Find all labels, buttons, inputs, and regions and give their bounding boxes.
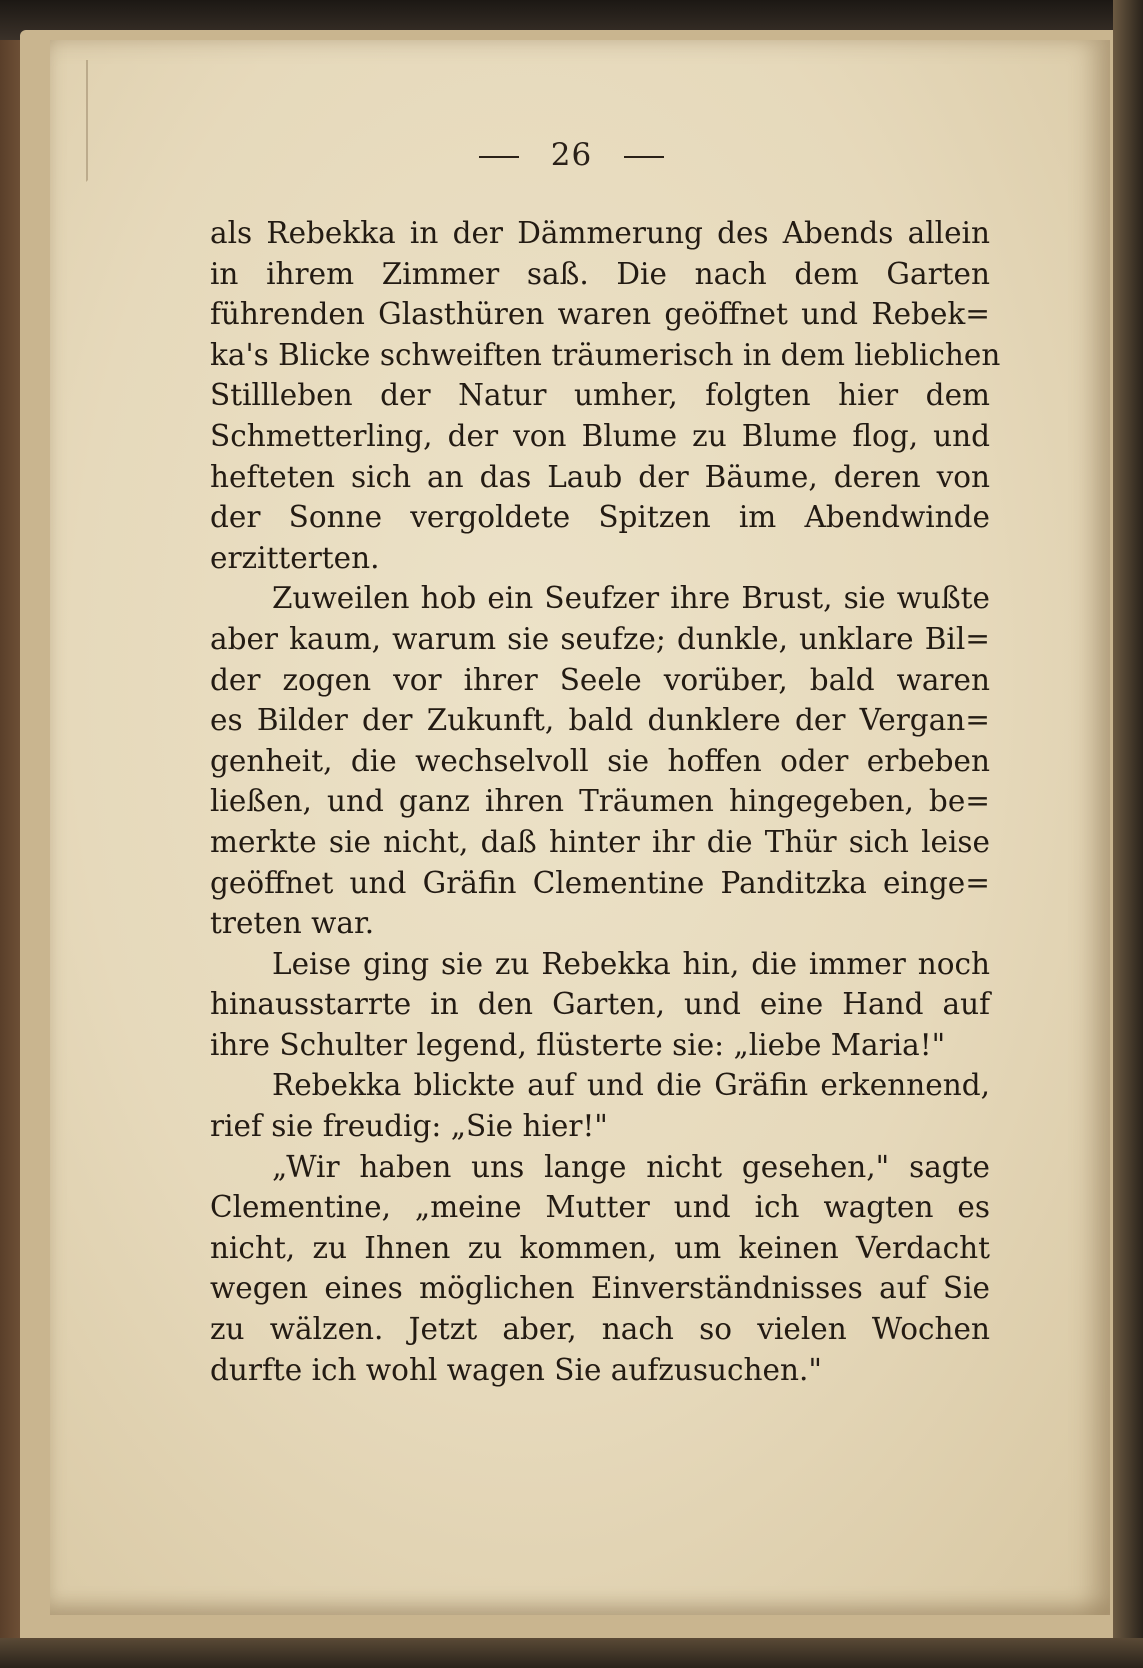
text-line: führenden Glasthüren waren geöffnet und Rebek= bbox=[210, 297, 990, 332]
text-line: nicht, zu Ihnen zu kommen, um keinen Verdacht bbox=[210, 1230, 990, 1265]
page-number-value: 26 bbox=[550, 137, 593, 173]
text-line: merkte sie nicht, daß hinter ihr die Thür sich leise bbox=[210, 824, 990, 859]
page-number-dash-left bbox=[479, 156, 519, 158]
text-line: Zuweilen hob ein Seufzer ihre Brust, sie wußte bbox=[272, 581, 990, 616]
text-line: ließen, und ganz ihren Träumen hingegeben, be= bbox=[210, 784, 990, 819]
paragraph bbox=[210, 1147, 990, 1391]
text-line: erzitterten. bbox=[210, 540, 380, 575]
page-number-dash-right bbox=[624, 156, 664, 158]
text-line: ihre Schulter legend, flüsterte sie: „liebe Maria!" bbox=[210, 1027, 946, 1062]
text-line: hefteten sich an das Laub der Bäume, deren von bbox=[210, 459, 990, 494]
book-right-edge bbox=[1113, 0, 1143, 1668]
text-line: hinausstarrte in den Garten, und eine Hand auf bbox=[210, 987, 990, 1022]
paragraph bbox=[210, 1065, 990, 1146]
text-line: genheit, die wechselvoll sie hoffen oder erbeben bbox=[210, 743, 990, 778]
text-line: aber kaum, warum sie seufze; dunkle, unklare Bil= bbox=[210, 621, 990, 656]
text-line: rief sie freudig: „Sie hier!" bbox=[210, 1109, 608, 1144]
text-line: Rebekka blickte auf und die Gräfin erkennend, bbox=[272, 1068, 990, 1103]
paragraph bbox=[210, 944, 990, 1066]
book-bottom-edge bbox=[0, 1638, 1143, 1668]
text-line: Schmetterling, der von Blume zu Blume flog, und bbox=[210, 418, 990, 453]
paragraph bbox=[210, 213, 1001, 578]
text-line: geöffnet und Gräfin Clementine Panditzka einge= bbox=[210, 865, 990, 900]
text-line: Stillleben der Natur umher, folgten hier dem bbox=[210, 378, 990, 413]
text-line: als Rebekka in der Dämmerung des Abends allein bbox=[210, 216, 990, 250]
text-line: wegen eines möglichen Einverständnisses auf Sie bbox=[210, 1271, 990, 1306]
text-line: durfte ich wohl wagen Sie aufzusuchen." bbox=[210, 1352, 822, 1387]
text-line: „Wir haben uns lange nicht gesehen," sagte bbox=[272, 1149, 990, 1184]
text-line: der Sonne vergoldete Spitzen im Abendwinde bbox=[210, 500, 990, 535]
body-text bbox=[210, 213, 1001, 1390]
text-line: ka's Blicke schweiften träumerisch in dem lieblichen bbox=[210, 337, 1001, 372]
text-line: in ihrem Zimmer saß. Die nach dem Garten bbox=[210, 256, 990, 291]
text-line: Leise ging sie zu Rebekka hin, die immer noch bbox=[272, 946, 990, 981]
text-line: zu wälzen. Jetzt aber, nach so vielen Wochen bbox=[210, 1312, 990, 1347]
paragraph bbox=[210, 578, 990, 943]
text-line: der zogen vor ihrer Seele vorüber, bald waren bbox=[210, 662, 990, 697]
page-number bbox=[0, 137, 1143, 173]
text-line: treten war. bbox=[210, 906, 375, 941]
text-line: es Bilder der Zukunft, bald dunklere der Vergan= bbox=[210, 703, 990, 738]
text-line: Clementine, „meine Mutter und ich wagten es bbox=[210, 1190, 990, 1225]
